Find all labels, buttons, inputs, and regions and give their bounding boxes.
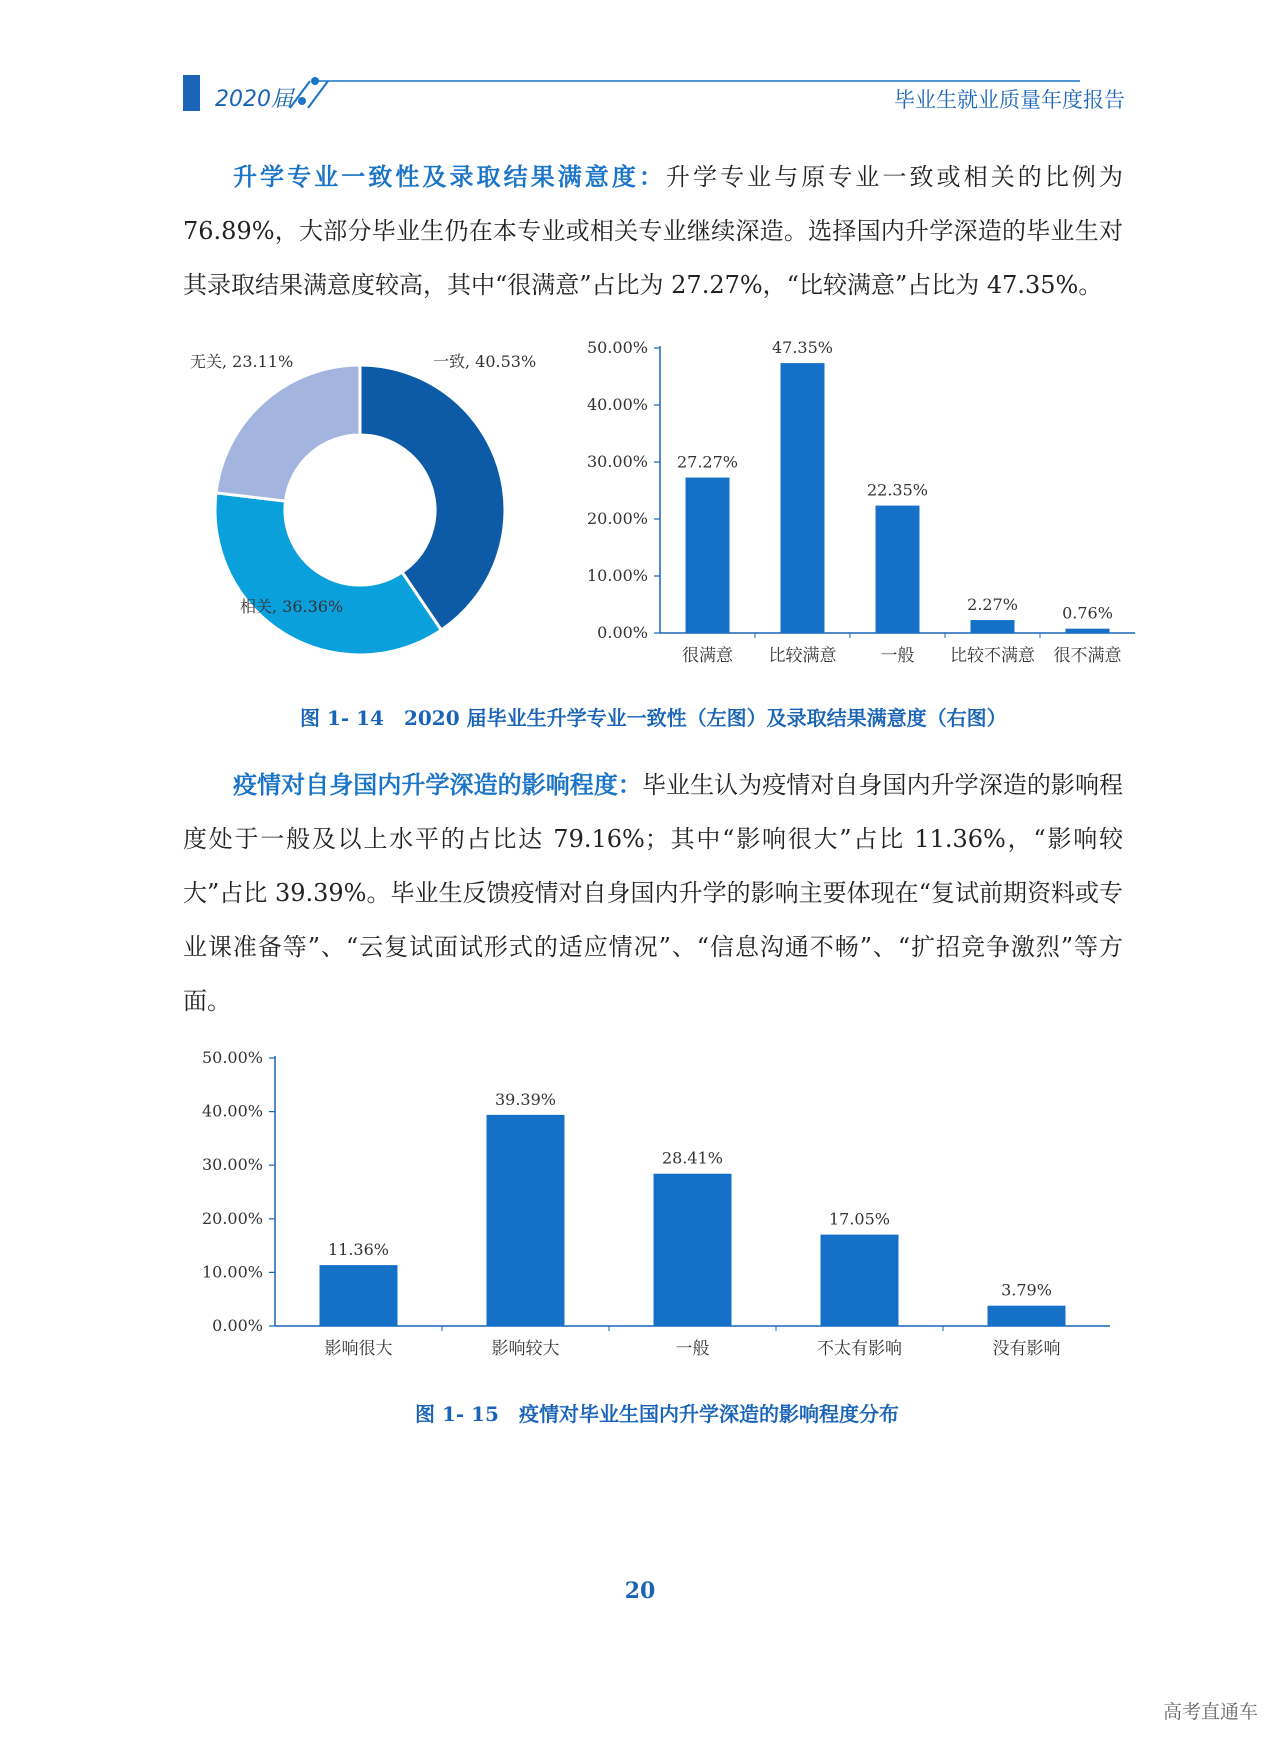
data-label-2: 22.35%: [866, 480, 929, 500]
bar-chart-impact: [185, 1040, 1135, 1380]
data-label-3: 17.05%: [828, 1209, 891, 1229]
page-number: 20: [624, 1578, 656, 1604]
y-tick-label: 20.00%: [201, 1208, 263, 1228]
category-label-2: 一般: [675, 1339, 710, 1359]
data-label-1: 47.35%: [771, 338, 834, 358]
y-tick-label: 10.00%: [586, 566, 648, 585]
category-label-0: 很满意: [682, 646, 733, 666]
paragraph-lead: 升学专业一致性及录取结果满意度：: [233, 162, 666, 191]
data-label-2: 28.41%: [661, 1148, 724, 1168]
bar-chart-satisfaction: [565, 330, 1145, 670]
y-tick-label: 40.00%: [201, 1101, 263, 1121]
header-accent-bar: [183, 75, 200, 111]
category-label-0: 影响很大: [324, 1339, 393, 1359]
paragraph-enrollment-consistency: [183, 150, 1123, 312]
page-header: [0, 0, 1280, 130]
data-label-4: 3.79%: [1001, 1280, 1052, 1300]
category-label-2: 一般: [880, 646, 915, 666]
data-label-4: 0.76%: [1062, 603, 1113, 623]
bar-3: [821, 1235, 899, 1326]
data-label-0: 11.36%: [327, 1240, 390, 1260]
y-tick-label: 10.00%: [201, 1262, 263, 1282]
data-label-3: 2.27%: [967, 595, 1018, 615]
bar-4: [1066, 629, 1110, 633]
bar-2: [876, 506, 920, 633]
y-tick-label: 0.00%: [597, 623, 648, 642]
figure-caption-1-15: 图 1- 15 疫情对毕业生国内升学深造的影响程度分布: [415, 1402, 899, 1426]
category-label-3: 比较不满意: [950, 646, 1035, 666]
bar-1: [781, 363, 825, 633]
donut-chart-consistency: [185, 340, 545, 660]
bar-0: [320, 1265, 398, 1326]
data-label-0: 27.27%: [676, 452, 739, 472]
category-label-3: 不太有影响: [817, 1339, 902, 1359]
category-label-1: 比较满意: [768, 646, 837, 666]
category-label-4: 很不满意: [1053, 646, 1122, 666]
header-report-title: 毕业生就业质量年度报告: [894, 88, 1125, 112]
watermark: 高考直通车: [1162, 1701, 1258, 1723]
paragraph-body: 升学专业与原专业一致或相关的比例为76.89%，大部分毕业生仍在本专业或相关专业继续深造。选择国内升学深造的毕业生对其录取结果满意度较高，其中“很满意”占比为 27.27%，“比较满意”占比为 47.35%。: [183, 163, 1123, 299]
y-tick-label: 20.00%: [586, 509, 648, 528]
figure-caption-1-14: 图 1- 14 2020 届毕业生升学专业一致性（左图）及录取结果满意度（右图）: [300, 706, 1007, 730]
donut-label-0: 一致, 40.53%: [433, 352, 537, 371]
y-tick-label: 50.00%: [201, 1048, 263, 1067]
y-tick-label: 30.00%: [201, 1155, 263, 1175]
bar-2: [654, 1174, 732, 1326]
donut-label-2: 无关, 23.11%: [190, 352, 294, 371]
donut-slice-2: [216, 365, 360, 501]
y-tick-label: 0.00%: [212, 1316, 263, 1335]
category-label-1: 影响较大: [491, 1339, 560, 1359]
y-tick-label: 40.00%: [586, 395, 648, 414]
header-year: 2020届: [215, 87, 293, 112]
donut-label-1: 相关, 36.36%: [240, 597, 344, 616]
paragraph-lead: 疫情对自身国内升学深造的影响程度：: [233, 770, 642, 799]
data-label-1: 39.39%: [494, 1089, 557, 1109]
paragraph-epidemic-impact: [183, 758, 1123, 1028]
bar-1: [487, 1115, 565, 1326]
y-tick-label: 50.00%: [586, 338, 648, 357]
category-label-4: 没有影响: [992, 1339, 1061, 1359]
paragraph-body: 毕业生认为疫情对自身国内升学深造的影响程度处于一般及以上水平的占比达 79.16%；其中“影响很大”占比 11.36%，“影响较大”占比 39.39%。毕业生反馈疫情对自身国内升学的影响主要体现在“复试前期资料或专业课准备等”、“云复试面试形式的适应情况”、“信息沟通不畅”、“扩招竞争激烈”等方面。: [183, 771, 1124, 1015]
y-tick-label: 30.00%: [586, 452, 648, 471]
bar-3: [971, 620, 1015, 633]
bar-4: [988, 1306, 1066, 1326]
bar-0: [686, 478, 730, 633]
